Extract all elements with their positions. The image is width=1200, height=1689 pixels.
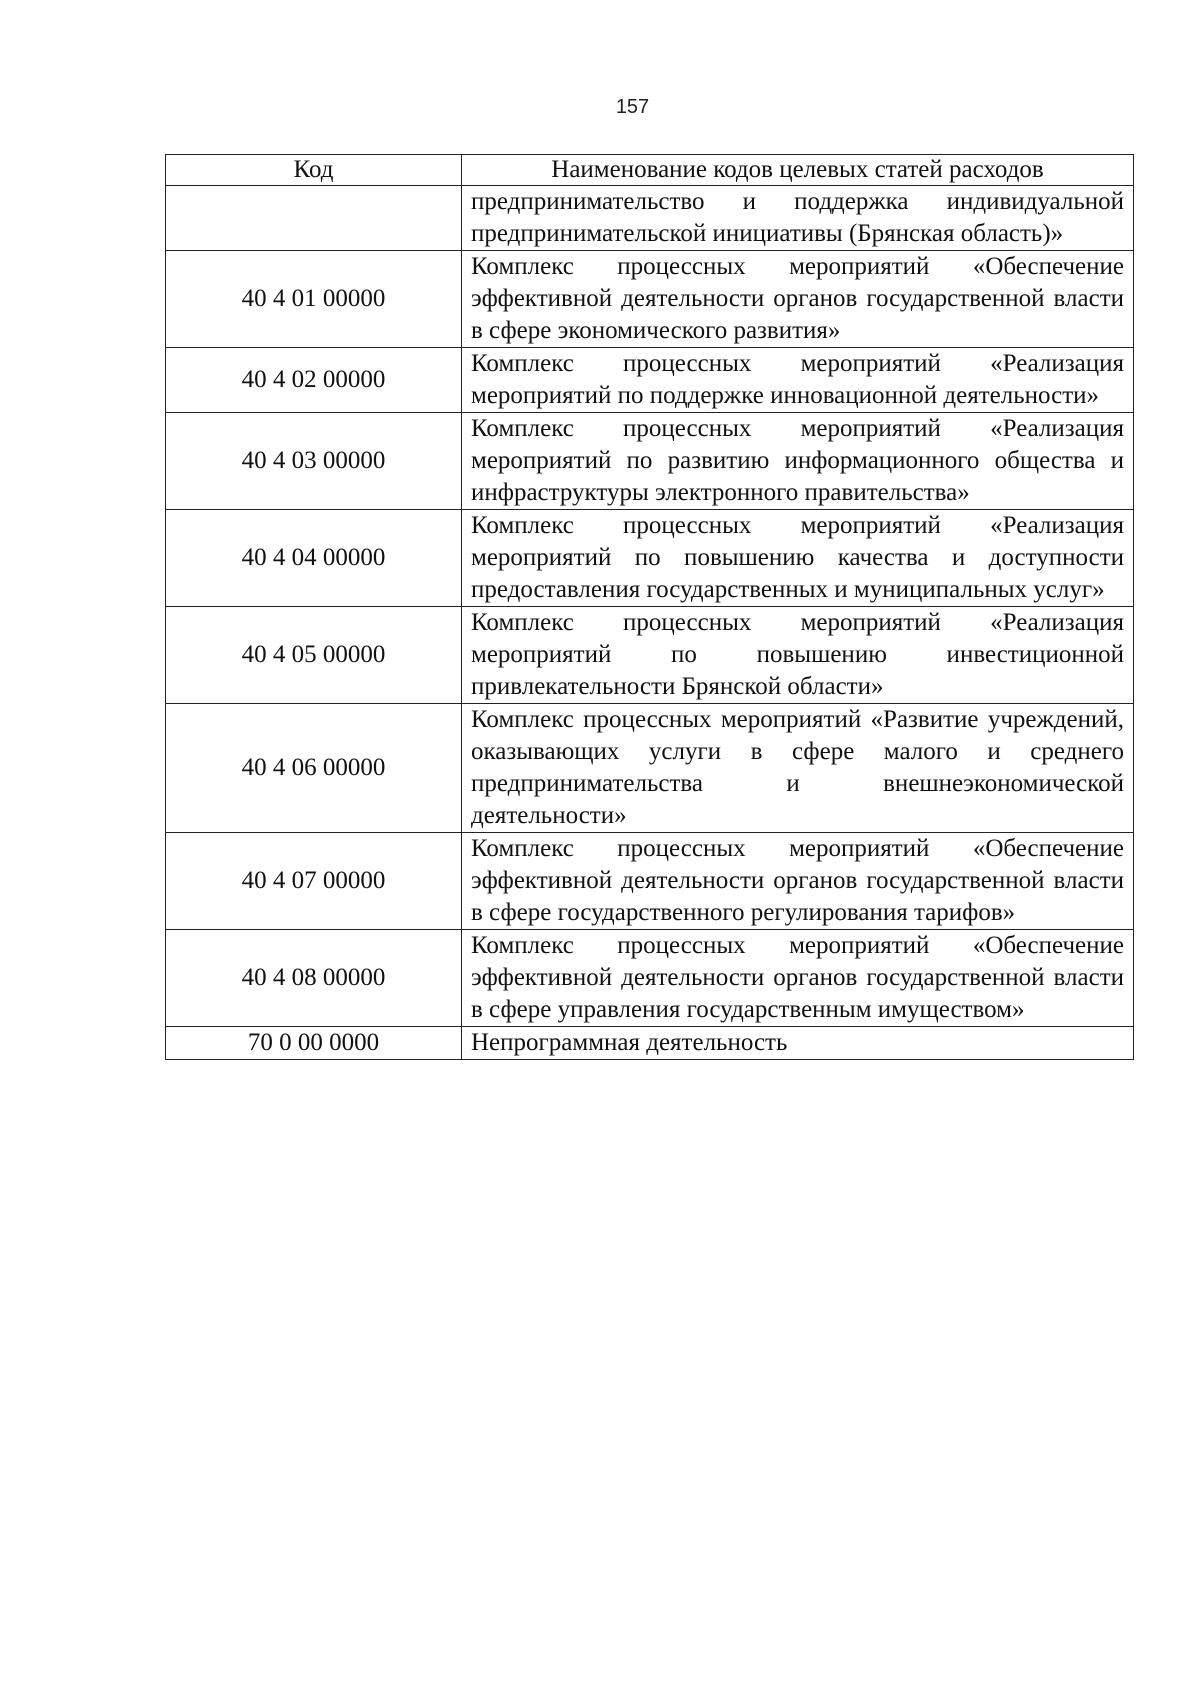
header-name: Наименование кодов целевых статей расходов — [462, 155, 1134, 186]
row-name: Комплекс процессных мероприятий «Реализация мероприятий по повышению инвестиционной привлекательности Брянской области» — [462, 607, 1134, 704]
row-code: 40 4 06 00000 — [166, 704, 462, 833]
row-name: Комплекс процессных мероприятий «Реализация мероприятий по поддержке инновационной деятельности» — [462, 348, 1134, 413]
row-code: 70 0 00 0000 — [166, 1027, 462, 1060]
row-name: предпринимательство и поддержка индивидуальной предпринимательской инициативы (Брянская область)» — [462, 186, 1134, 251]
table-row — [166, 833, 1134, 930]
row-code: 40 4 05 00000 — [166, 607, 462, 704]
row-name: Комплекс процессных мероприятий «Обеспечение эффективной деятельности органов государственной власти в сфере управления государственным имуществом» — [462, 930, 1134, 1027]
row-code: 40 4 08 00000 — [166, 930, 462, 1027]
header-code: Код — [166, 155, 462, 186]
table-row — [166, 348, 1134, 413]
row-code: 40 4 04 00000 — [166, 510, 462, 607]
table-row — [166, 413, 1134, 510]
row-name: Комплекс процессных мероприятий «Развитие учреждений, оказывающих услуги в сфере малого и среднего предпринимательства и внешнеэкономической деятельности» — [462, 704, 1134, 833]
row-name: Комплекс процессных мероприятий «Реализация мероприятий по развитию информационного общества и инфраструктуры электронного правительства» — [462, 413, 1134, 510]
row-name: Комплекс процессных мероприятий «Обеспечение эффективной деятельности органов государственной власти в сфере государственного регулирования тарифов» — [462, 833, 1134, 930]
table-row — [166, 510, 1134, 607]
table-row — [166, 251, 1134, 348]
page-number: 157 — [615, 96, 650, 118]
table-row — [166, 704, 1134, 833]
row-name: Комплекс процессных мероприятий «Реализация мероприятий по повышению качества и доступности предоставления государственных и муниципальных услуг» — [462, 510, 1134, 607]
table-header-row — [166, 155, 1134, 186]
table-row — [166, 1027, 1134, 1060]
table-row — [166, 607, 1134, 704]
row-name: Непрограммная деятельность — [462, 1027, 1134, 1060]
row-code: 40 4 02 00000 — [166, 348, 462, 413]
row-code: 40 4 03 00000 — [166, 413, 462, 510]
row-code — [166, 186, 462, 251]
target-expense-codes-table — [165, 154, 1134, 1060]
table-row — [166, 186, 1134, 251]
row-name: Комплекс процессных мероприятий «Обеспечение эффективной деятельности органов государственной власти в сфере экономического развития» — [462, 251, 1134, 348]
row-code: 40 4 01 00000 — [166, 251, 462, 348]
row-code: 40 4 07 00000 — [166, 833, 462, 930]
table-row — [166, 930, 1134, 1027]
